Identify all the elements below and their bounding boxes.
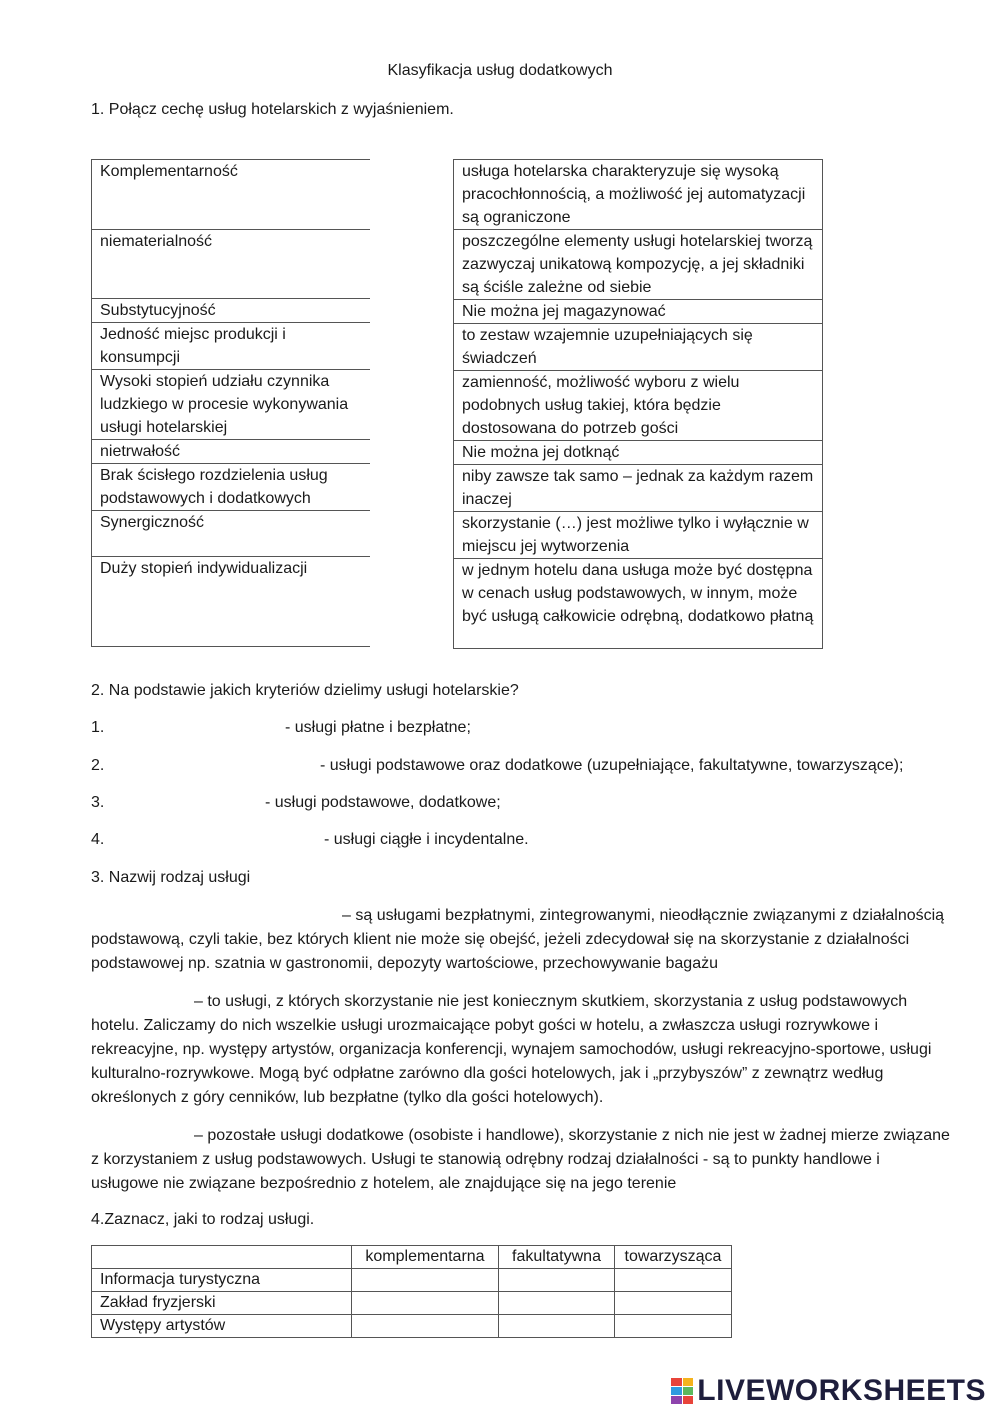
answer-cell[interactable] bbox=[615, 1292, 732, 1315]
explanation-item[interactable]: niby zawsze tak samo – jednak za każdym razem inaczej bbox=[454, 465, 823, 512]
criteria-number: 1. bbox=[91, 719, 105, 736]
explanation-item[interactable]: to zestaw wzajemnie uzupełniających się świadczeń bbox=[454, 324, 823, 371]
service-description: – pozostałe usługi dodatkowe (osobiste i handlowe), skorzystanie z nich nie jest w żadnej mierze związane z korzystaniem z usług podstawowych. Usługi te stanowią odrębny rodzaj działalności - są to punkty handlowe i usługowe nie związane bezpośrednio z hotelem, ale znajdujące się na jego terenie bbox=[91, 1127, 950, 1192]
answer-cell[interactable] bbox=[499, 1269, 615, 1292]
feature-item[interactable]: nietrwałość bbox=[92, 440, 371, 464]
feature-item[interactable]: Brak ścisłego rozdzielenia usług podstawowych i dodatkowych bbox=[92, 464, 371, 511]
explanation-item[interactable]: usługa hotelarska charakteryzuje się wysoką pracochłonnością, a możliwość jej automatyzacji są ograniczone bbox=[454, 160, 823, 230]
criteria-number: 2. bbox=[91, 757, 105, 774]
question-3-heading: 3. Nazwij rodzaj usługi bbox=[91, 869, 251, 886]
logo-icon bbox=[671, 1378, 693, 1404]
criteria-text: - usługi płatne i bezpłatne; bbox=[285, 719, 471, 736]
criteria-text: - usługi podstawowe oraz dodatkowe (uzupełniające, fakultatywne, towarzyszące); bbox=[320, 757, 904, 774]
explanation-item[interactable]: skorzystanie (…) jest możliwe tylko i wyłącznie w miejscu jej wytworzenia bbox=[454, 512, 823, 559]
criteria-text: - usługi ciągłe i incydentalne. bbox=[324, 831, 529, 848]
question-4-heading: 4.Zaznacz, jaki to rodzaj usługi. bbox=[91, 1211, 315, 1228]
table-corner bbox=[92, 1246, 352, 1269]
criteria-answer-field[interactable] bbox=[112, 716, 282, 738]
answer-cell[interactable] bbox=[615, 1315, 732, 1338]
question-1-heading: 1. Połącz cechę usług hotelarskich z wyjaśnieniem. bbox=[91, 101, 454, 118]
service-description: – są usługami bezpłatnymi, zintegrowanymi, nieodłącznie związanymi z działalnością podstawową, czyli takie, bez których klient nie może się obejść, jeżeli zdecydował się na skorzystanie z działalności podstawowej np. szatnia w gastronomii, depozyty wartościowe, przechowywanie bagażu bbox=[91, 907, 945, 972]
row-label: Występy artystów bbox=[92, 1315, 352, 1338]
feature-item[interactable]: Synergiczność bbox=[92, 511, 371, 557]
feature-item[interactable]: Jedność miejsc produkcji i konsumpcji bbox=[92, 323, 371, 370]
feature-item[interactable]: niematerialność bbox=[92, 230, 371, 299]
criteria-answer-field[interactable] bbox=[112, 791, 262, 813]
criteria-answer-field[interactable] bbox=[112, 828, 320, 850]
column-header: fakultatywna bbox=[499, 1246, 615, 1269]
explanation-item[interactable]: Nie można jej dotknąć bbox=[454, 441, 823, 465]
answer-cell[interactable] bbox=[499, 1315, 615, 1338]
explanations-table bbox=[453, 159, 823, 649]
row-label: Zakład fryzjerski bbox=[92, 1292, 352, 1315]
answer-cell[interactable] bbox=[352, 1315, 499, 1338]
feature-item[interactable]: Komplementarność bbox=[92, 160, 371, 230]
feature-item[interactable]: Duży stopień indywidualizacji bbox=[92, 557, 371, 647]
explanation-item[interactable]: w jednym hotelu dana usługa może być dostępna w cenach usług podstawowych, w innym, może być usługą całkowicie odrębną, dodatkowo płatną bbox=[454, 559, 823, 649]
answer-cell[interactable] bbox=[352, 1292, 499, 1315]
explanation-item[interactable]: Nie można jej magazynować bbox=[454, 300, 823, 324]
answer-cell[interactable] bbox=[499, 1292, 615, 1315]
feature-item[interactable]: Wysoki stopień udziału czynnika ludzkiego w procesie wykonywania usługi hotelarskiej bbox=[92, 370, 371, 440]
criteria-number: 4. bbox=[91, 831, 105, 848]
service-description: – to usługi, z których skorzystanie nie jest koniecznym skutkiem, skorzystania z usług podstawowych hotelu. Zaliczamy do nich wszelkie usługi urozmaicające pobyt gości w hotelu, a zwłaszcza usługi rozrywkowe i rekreacyjne, np. występy artystów, organizacja konferencji, wynajem samochodów, usługi rekreacyjno-sportowe, usługi kulturalno-rozrywkowe. Mogą być odpłatne zarówno dla gości hotelowych, jak i „przybyszów” z zewnątrz według określonych z góry cenników, lub bezpłatne (tylko dla gości hotelowych). bbox=[91, 993, 932, 1106]
explanation-item[interactable]: zamienność, możliwość wyboru z wielu podobnych usług takiej, która będzie dostosowana do potrzeb gości bbox=[454, 371, 823, 441]
page-title: Klasyfikacja usług dodatkowych bbox=[387, 62, 613, 79]
feature-item[interactable]: Substytucyjność bbox=[92, 299, 371, 323]
answer-cell[interactable] bbox=[352, 1269, 499, 1292]
logo-text: LIVEWORKSHEETS bbox=[697, 1374, 986, 1407]
service-type-table bbox=[91, 1245, 732, 1338]
row-label: Informacja turystyczna bbox=[92, 1269, 352, 1292]
criteria-text: - usługi podstawowe, dodatkowe; bbox=[265, 794, 501, 811]
column-header: towarzysząca bbox=[615, 1246, 732, 1269]
liveworksheets-logo bbox=[671, 1374, 986, 1408]
criteria-number: 3. bbox=[91, 794, 105, 811]
question-2-heading: 2. Na podstawie jakich kryteriów dzielimy usługi hotelarskie? bbox=[91, 682, 519, 699]
features-table bbox=[91, 159, 370, 647]
criteria-answer-field[interactable] bbox=[112, 754, 316, 776]
explanation-item[interactable]: poszczególne elementy usługi hotelarskiej tworzą zazwyczaj unikatową kompozycję, a jej składniki są ściśle zależne od siebie bbox=[454, 230, 823, 300]
column-header: komplementarna bbox=[352, 1246, 499, 1269]
answer-cell[interactable] bbox=[615, 1269, 732, 1292]
